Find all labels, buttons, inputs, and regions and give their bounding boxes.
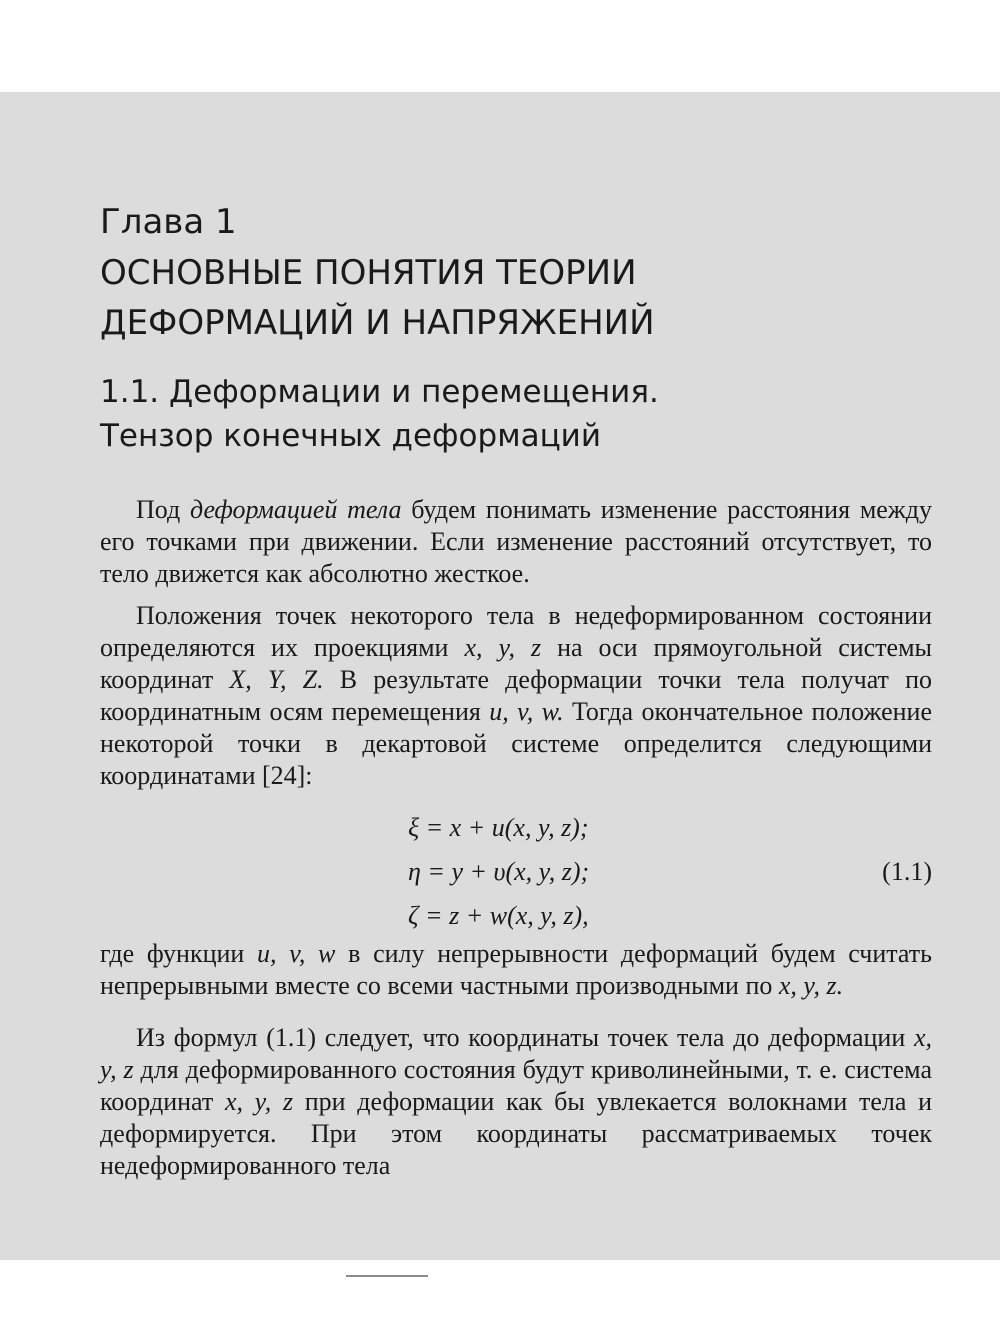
chapter-title-line: ОСНОВНЫЕ ПОНЯТИЯ ТЕОРИИ	[100, 253, 637, 293]
text-run: В результате деформации точки тела получат по координатным осям перемещения	[100, 665, 932, 726]
paragraph	[100, 494, 932, 590]
text-run: Положения точек некоторого тела в недеформированном состоянии определяются их проекциями	[100, 601, 932, 662]
page-content	[100, 202, 932, 1182]
text-run: при деформации как бы увлекается волокнами тела и деформируется. При этом координаты рассматриваемых точек недеформированного тела	[100, 1087, 932, 1180]
math-variables: x, y, z	[464, 633, 542, 662]
formula-line: ξ = x + u(x, y, z);	[408, 813, 589, 842]
math-variables: x, y, z	[224, 1087, 294, 1116]
section-title-line: Тензор конечных деформаций	[100, 418, 601, 454]
formula-line: ζ = z + w(x, y, z),	[408, 901, 589, 930]
emphasized-term: деформацией тела	[190, 495, 402, 524]
formula-line: η = y + υ(x, y, z);	[408, 857, 590, 886]
math-variables: x, y, z.	[778, 971, 844, 1000]
text-run: Тогда окончательное положение некоторой точки в декартовой системе определится следующими координатами [24]:	[100, 697, 932, 790]
section-title	[100, 370, 932, 458]
math-variables: x, y, z	[100, 1023, 932, 1084]
book-page	[0, 92, 1000, 1260]
text-run: на оси прямоугольной системы координат	[100, 633, 933, 694]
math-variables: u, v, w	[257, 939, 336, 968]
text-run: в силу непрерывности деформаций будем считать непрерывными вместе со всеми частными производными по	[100, 939, 933, 1000]
chapter-title	[100, 248, 932, 348]
paragraph	[100, 938, 932, 1002]
section-title-line: 1.1. Деформации и перемещения.	[100, 374, 659, 410]
text-run: Из формул (1.1) следует, что координаты точек тела до деформации	[136, 1023, 914, 1052]
text-run: Под	[136, 495, 191, 524]
paragraph	[100, 1022, 932, 1182]
page-divider	[346, 1275, 428, 1277]
paragraph	[100, 600, 932, 792]
math-variables: u, v, w.	[489, 697, 564, 726]
chapter-title-line: ДЕФОРМАЦИЙ И НАПРЯЖЕНИЙ	[100, 303, 655, 343]
chapter-label: Глава 1	[100, 202, 237, 242]
text-run: где функции	[100, 939, 258, 968]
math-variables: X, Y, Z.	[229, 665, 324, 694]
text-run: будем понимать изменение расстояния между его точками при движении. Если изменение расстояний отсутствует, то тело движется как абсолютно жесткое.	[100, 495, 932, 588]
formula-block	[100, 810, 932, 938]
text-run: для деформированного состояния будут криволинейными, т. е. система координат	[100, 1055, 932, 1116]
formula-number: (1.1)	[882, 857, 932, 886]
